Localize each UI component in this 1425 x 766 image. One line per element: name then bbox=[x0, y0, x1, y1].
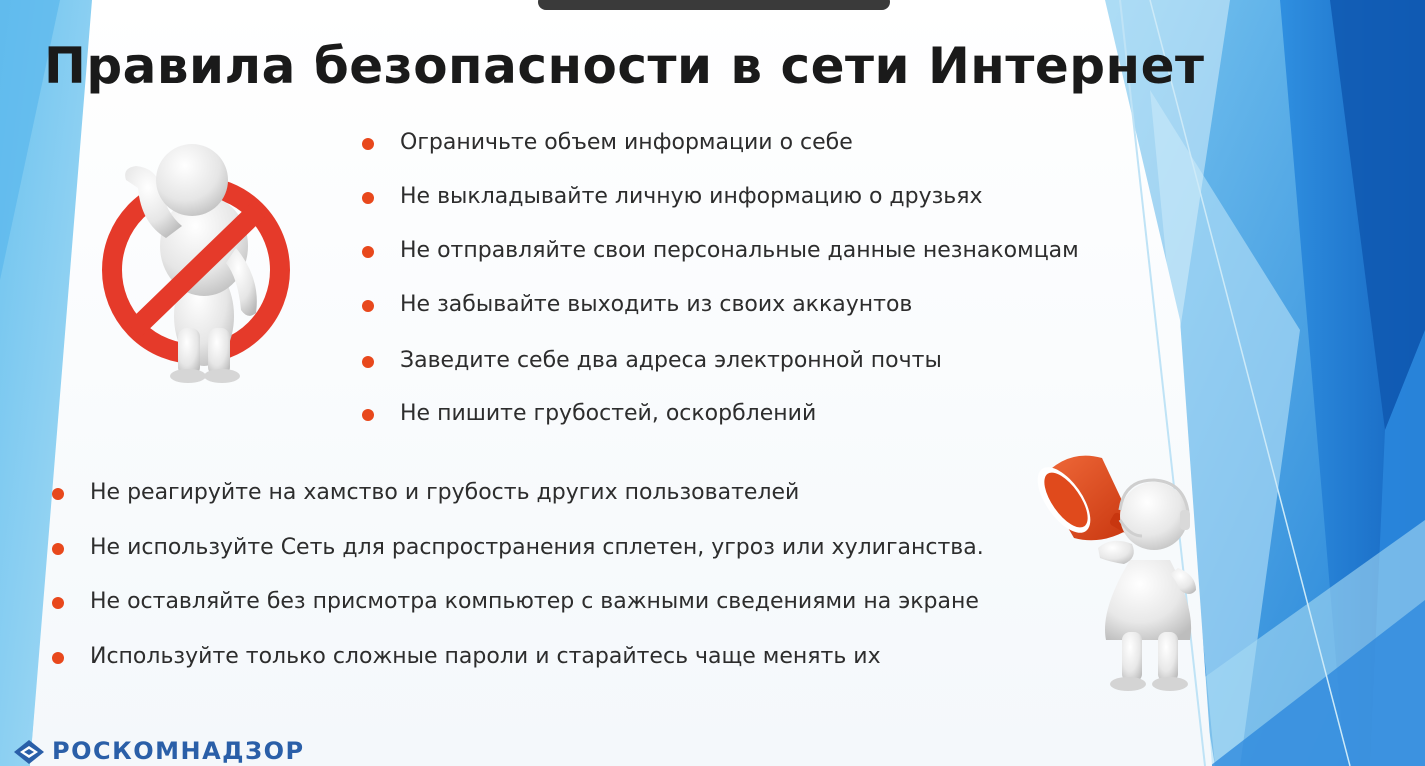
logo-text: РОСКОМНАДЗОР bbox=[52, 737, 305, 765]
stop-figure-icon bbox=[86, 128, 301, 388]
bullet-dot bbox=[362, 409, 374, 421]
rule-text: Используйте только сложные пароли и старайтесь чаще менять их bbox=[90, 644, 881, 669]
rule-text: Не забывайте выходить из своих аккаунтов bbox=[400, 292, 913, 317]
roskomnadzor-logo-icon bbox=[14, 740, 44, 764]
bullet-dot bbox=[362, 138, 374, 150]
bullet-dot bbox=[362, 356, 374, 368]
rule-text: Не выкладывайте личную информацию о друзьях bbox=[400, 184, 983, 209]
rule-text: Не реагируйте на хамство и грубость других пользователей bbox=[90, 480, 800, 505]
rule-text: Ограничьте объем информации о себе bbox=[400, 130, 853, 155]
bullet-dot bbox=[362, 192, 374, 204]
window-top-bar bbox=[538, 0, 890, 10]
bullet-dot bbox=[52, 597, 64, 609]
rule-text: Заведите себе два адреса электронной почты bbox=[400, 348, 942, 373]
bullet-dot bbox=[362, 300, 374, 312]
bullet-dot bbox=[52, 488, 64, 500]
rule-text: Не отправляйте свои персональные данные незнакомцам bbox=[400, 238, 1079, 263]
bullet-dot bbox=[362, 246, 374, 258]
rule-text: Не пишите грубостей, оскорблений bbox=[400, 401, 817, 426]
bullet-dot bbox=[52, 543, 64, 555]
rule-text: Не оставляйте без присмотра компьютер с важными сведениями на экране bbox=[90, 589, 979, 614]
slide-title: Правила безопасности в сети Интернет bbox=[44, 37, 1205, 95]
bullet-dot bbox=[52, 652, 64, 664]
rule-text: Не используйте Сеть для распространения сплетен, угроз или хулиганства. bbox=[90, 535, 984, 560]
megaphone-figure-icon bbox=[1020, 440, 1220, 700]
